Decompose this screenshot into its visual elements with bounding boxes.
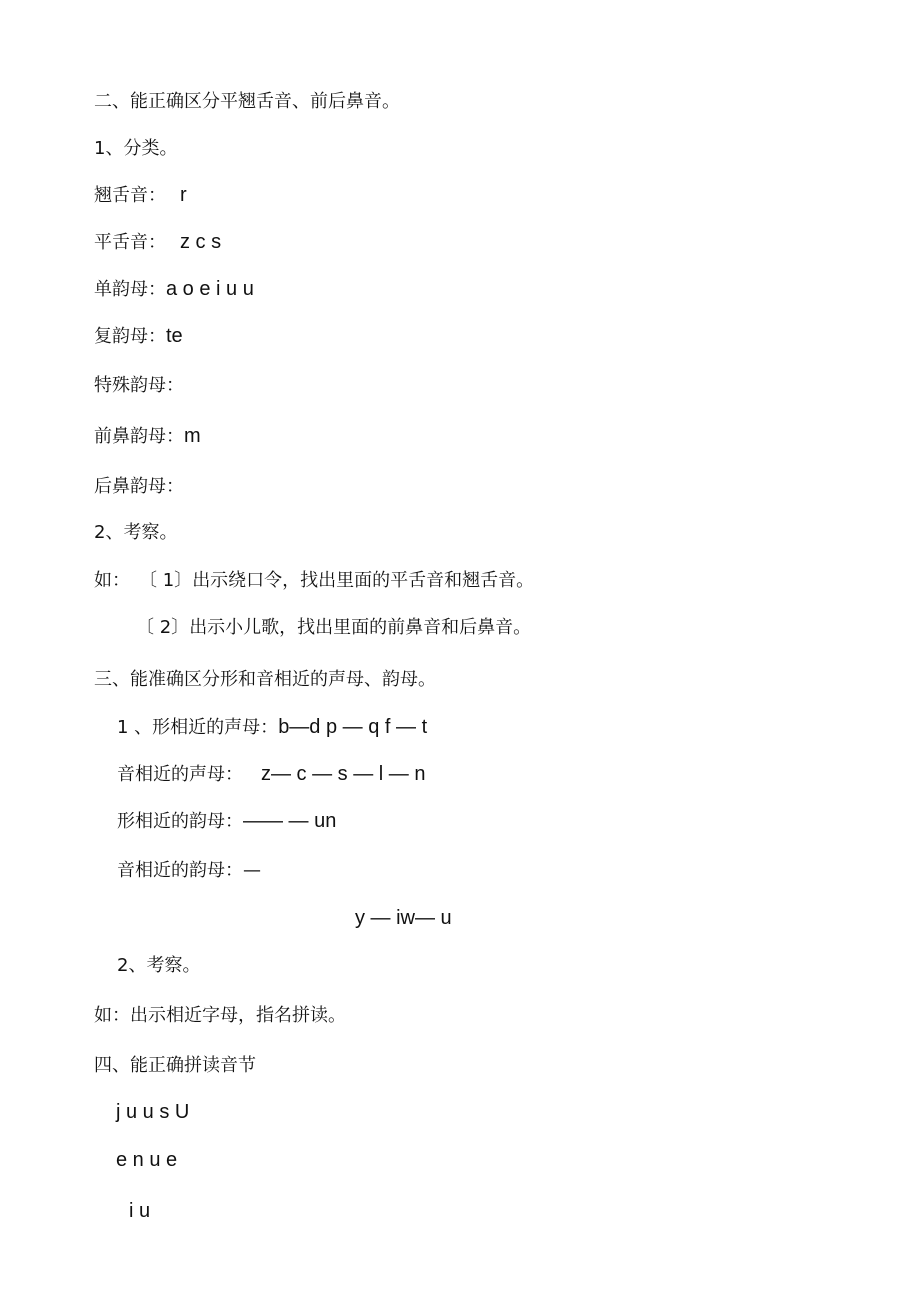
section-2-item-2: 2、考察。 (94, 522, 178, 543)
pinyin-line-3: i u (129, 1200, 151, 1222)
te-shu-yun-mu-row: 特殊韵母： (94, 375, 184, 396)
section-3-title: 三、能准确区分形和音相近的声母、韵母。 (94, 669, 436, 690)
fu-yun-mu-label: 复韵母： (94, 326, 166, 347)
fu-yun-mu-value: te (166, 325, 183, 347)
qian-bi-yun-mu-value: m (184, 425, 201, 447)
qiao-she-yin-label: 翘舌音： (94, 185, 166, 206)
section-2-item-1: 1、分类。 (94, 138, 178, 159)
xing-sheng-mu-row (117, 715, 427, 740)
qian-bi-yun-mu-row (94, 424, 201, 449)
ping-she-yin-row (94, 230, 221, 255)
xing-yun-mu-row (117, 809, 336, 834)
example-label: 如： (94, 570, 130, 591)
example-2-row (136, 616, 531, 640)
qiao-she-yin-row (94, 183, 187, 208)
xing-sheng-mu-label: 1 、形相近的声母： (117, 717, 279, 738)
fu-yun-mu-row (94, 324, 183, 349)
example-2-number: 〔 2〕 (136, 617, 190, 638)
example-1-row (94, 569, 534, 593)
hou-bi-yun-mu-row: 后鼻韵母： (94, 476, 184, 497)
qiao-she-yin-value: r (180, 184, 187, 206)
example-1-number: 〔 1〕 (148, 570, 193, 591)
ping-she-yin-label: 平舌音： (94, 232, 166, 253)
xing-yun-mu-value: —— — un (243, 810, 337, 832)
dan-yun-mu-label: 单韵母： (94, 279, 166, 300)
yin-sheng-mu-row (117, 762, 425, 787)
section-3-example: 如：出示相近字母，指名拼读。 (94, 1005, 346, 1026)
xing-sheng-mu-value: b—d p — q f — t (278, 716, 428, 738)
qian-bi-yun-mu-label: 前鼻韵母： (94, 426, 184, 447)
dan-yun-mu-value: a o e i u u (166, 278, 254, 300)
example-1-text: 出示绕口令，找出里面的平舌音和翘舌音。 (192, 570, 535, 591)
yin-sheng-mu-value: z— c — s — l — n (261, 763, 426, 785)
example-2-text: 出示小儿歌，找出里面的前鼻音和后鼻音。 (189, 617, 532, 638)
yin-yun-mu-row: 音相近的韵母：— (117, 860, 261, 881)
section-4-title: 四、能正确拼读音节 (94, 1055, 256, 1076)
ping-she-yin-value: z c s (180, 231, 222, 253)
pinyin-line-1: j u u s U (116, 1101, 190, 1123)
xing-yun-mu-label: 形相近的韵母： (117, 811, 243, 832)
pinyin-line-2: e n u e (116, 1149, 178, 1171)
section-2-title: 二、能正确区分平翘舌音、前后鼻音。 (94, 91, 400, 112)
dan-yun-mu-row (94, 277, 254, 302)
section-3-item-2: 2、考察。 (117, 955, 201, 976)
yin-yun-mu-value: y — iw— u (355, 907, 452, 929)
yin-sheng-mu-label: 音相近的声母： (117, 764, 243, 785)
